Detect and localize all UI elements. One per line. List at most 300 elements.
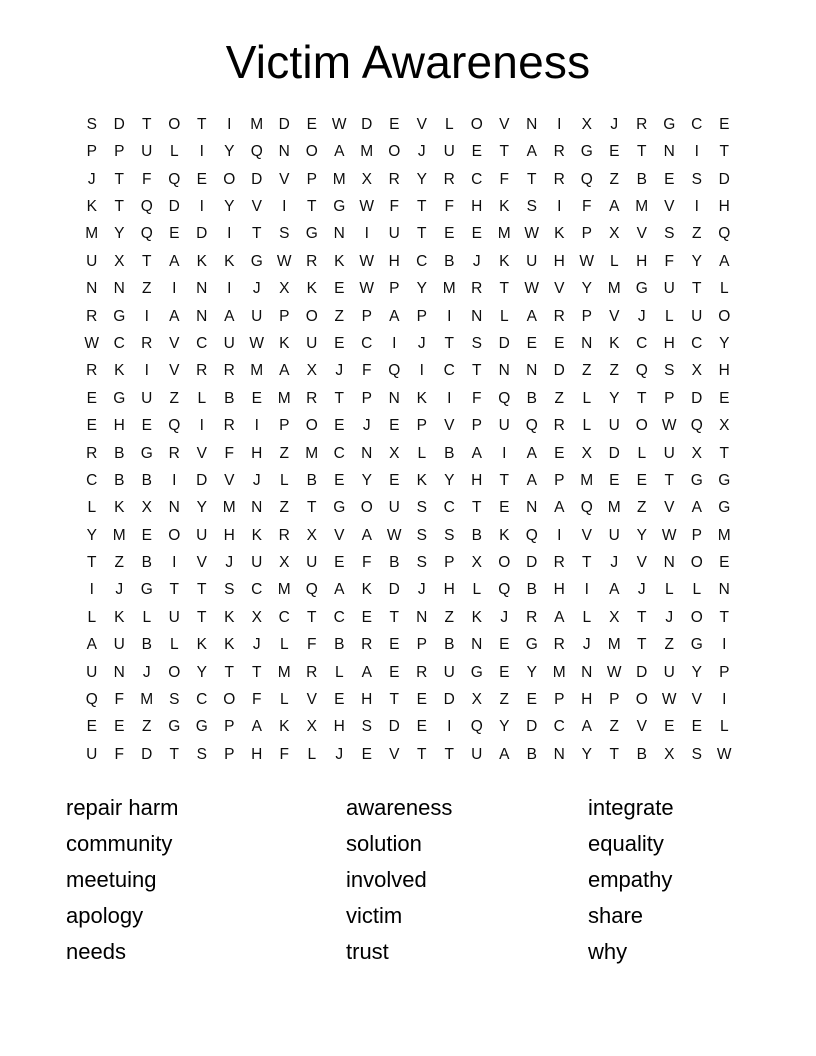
grid-cell[interactable]: E [389,115,400,133]
grid-cell[interactable]: K [334,252,345,270]
grid-cell[interactable]: E [526,691,537,709]
grid-cell[interactable]: Q [525,526,538,544]
grid-cell[interactable]: R [361,636,373,654]
grid-cell[interactable]: H [443,581,455,599]
word-list-item[interactable]: empathy [588,867,673,893]
grid-cell[interactable]: J [665,608,674,626]
grid-cell[interactable]: J [252,471,261,489]
grid-cell[interactable]: T [87,554,97,572]
grid-cell[interactable]: U [113,636,125,654]
grid-cell[interactable]: M [250,362,264,380]
grid-cell[interactable]: F [362,554,372,572]
grid-cell[interactable]: A [86,636,97,654]
grid-cell[interactable]: U [306,554,318,572]
grid-cell[interactable]: R [553,143,565,161]
grid-cell[interactable]: F [114,691,124,709]
grid-cell[interactable]: T [417,225,427,243]
grid-cell[interactable]: U [526,252,538,270]
grid-cell[interactable]: E [334,554,345,572]
grid-cell[interactable]: T [637,143,647,161]
grid-cell[interactable]: V [636,718,647,736]
grid-cell[interactable]: H [718,362,730,380]
grid-cell[interactable]: I [694,198,699,215]
grid-cell[interactable]: T [719,444,729,462]
grid-cell[interactable]: F [142,170,152,188]
grid-cell[interactable]: L [279,691,289,709]
grid-cell[interactable]: I [364,225,369,243]
grid-cell[interactable]: A [499,745,510,763]
grid-cell[interactable]: B [444,636,455,654]
grid-cell[interactable]: H [471,471,483,489]
grid-cell[interactable]: P [581,225,592,243]
grid-cell[interactable]: E [636,471,647,489]
grid-cell[interactable]: Y [526,663,537,681]
grid-cell[interactable]: G [113,307,126,325]
grid-cell[interactable]: C [443,362,455,380]
grid-cell[interactable]: D [113,115,125,133]
grid-cell[interactable]: E [499,499,510,517]
grid-cell[interactable]: P [554,691,565,709]
grid-cell[interactable]: L [582,389,592,407]
grid-cell[interactable]: C [443,499,455,517]
grid-cell[interactable]: W [331,115,347,133]
word-list-item[interactable]: involved [346,867,427,893]
grid-cell[interactable]: F [664,252,674,270]
grid-cell[interactable]: R [526,608,538,626]
grid-cell[interactable]: X [609,608,620,626]
grid-cell[interactable]: S [416,554,427,572]
grid-cell[interactable]: A [526,307,537,325]
grid-cell[interactable]: H [663,334,675,352]
grid-cell[interactable]: E [416,718,427,736]
grid-cell[interactable]: R [86,307,98,325]
grid-cell[interactable]: T [692,280,702,298]
grid-cell[interactable]: K [416,471,427,489]
grid-cell[interactable]: L [417,444,427,462]
grid-cell[interactable]: T [444,334,454,352]
grid-cell[interactable]: D [168,198,180,215]
grid-cell[interactable]: N [663,143,675,161]
grid-cell[interactable]: U [86,663,98,681]
grid-cell[interactable]: N [471,636,483,654]
grid-cell[interactable]: V [691,691,702,709]
grid-cell[interactable]: O [388,143,401,161]
grid-cell[interactable]: J [115,581,124,599]
grid-cell[interactable]: R [553,554,565,572]
grid-cell[interactable]: U [141,389,153,407]
grid-cell[interactable]: C [471,170,483,188]
grid-cell[interactable]: V [609,307,620,325]
word-list-item[interactable]: why [588,939,628,965]
grid-cell[interactable]: L [279,471,289,489]
word-list-item[interactable]: integrate [588,795,674,821]
grid-cell[interactable]: W [524,225,540,243]
grid-cell[interactable]: B [114,471,125,489]
grid-cell[interactable]: F [472,389,482,407]
grid-cell[interactable]: R [553,417,565,435]
grid-cell[interactable]: P [361,389,372,407]
grid-cell[interactable]: R [223,417,235,435]
grid-cell[interactable]: I [227,225,232,243]
grid-cell[interactable]: A [471,444,482,462]
grid-cell[interactable]: B [526,745,537,763]
grid-cell[interactable]: W [84,334,100,352]
grid-cell[interactable]: Y [444,471,455,489]
grid-cell[interactable]: A [691,499,702,517]
grid-cell[interactable]: B [334,636,345,654]
grid-cell[interactable]: J [225,554,234,572]
grid-cell[interactable]: P [389,280,400,298]
word-list-item[interactable]: trust [346,939,389,965]
grid-cell[interactable]: X [251,608,262,626]
grid-cell[interactable]: S [526,198,537,215]
grid-cell[interactable]: T [527,170,537,188]
grid-cell[interactable]: J [637,581,646,599]
grid-cell[interactable]: J [472,252,481,270]
grid-cell[interactable]: M [250,115,264,133]
grid-cell[interactable]: J [582,636,591,654]
grid-cell[interactable]: J [417,581,426,599]
grid-cell[interactable]: I [199,198,204,215]
grid-cell[interactable]: E [499,663,510,681]
grid-cell[interactable]: I [722,636,727,654]
grid-cell[interactable]: Y [499,718,510,736]
grid-cell[interactable]: X [609,225,620,243]
grid-cell[interactable]: R [553,636,565,654]
grid-cell[interactable]: U [443,663,455,681]
word-list-item[interactable]: victim [346,903,403,929]
grid-cell[interactable]: R [636,115,648,133]
grid-cell[interactable]: C [333,608,345,626]
grid-cell[interactable]: J [335,745,344,763]
grid-cell[interactable]: K [471,608,482,626]
grid-cell[interactable]: J [142,663,151,681]
grid-cell[interactable]: V [251,198,262,215]
grid-cell[interactable]: L [664,307,674,325]
grid-cell[interactable]: M [717,526,731,544]
grid-cell[interactable]: M [222,499,236,517]
grid-cell[interactable]: X [389,444,400,462]
grid-cell[interactable]: R [443,170,455,188]
grid-cell[interactable]: D [443,691,455,709]
grid-cell[interactable]: E [196,170,207,188]
grid-cell[interactable]: A [526,444,537,462]
grid-cell[interactable]: F [444,198,454,215]
grid-cell[interactable]: B [141,471,152,489]
grid-cell[interactable]: X [664,745,675,763]
grid-cell[interactable]: N [526,499,538,517]
grid-cell[interactable]: Y [581,280,592,298]
word-list-item[interactable]: needs [66,939,126,965]
grid-cell[interactable]: W [606,663,622,681]
grid-cell[interactable]: V [664,499,675,517]
grid-cell[interactable]: T [142,252,152,270]
grid-cell[interactable]: N [471,307,483,325]
grid-cell[interactable]: X [581,444,592,462]
grid-cell[interactable]: Z [334,307,344,325]
grid-cell[interactable]: R [471,280,483,298]
grid-cell[interactable]: V [169,334,180,352]
grid-cell[interactable]: O [305,143,318,161]
grid-cell[interactable]: A [169,252,180,270]
grid-cell[interactable]: Q [388,362,401,380]
grid-cell[interactable]: M [635,198,649,215]
grid-cell[interactable]: X [581,115,592,133]
grid-cell[interactable]: N [333,225,345,243]
grid-cell[interactable]: H [388,252,400,270]
grid-cell[interactable]: Q [140,225,153,243]
grid-cell[interactable]: M [140,691,154,709]
grid-cell[interactable]: Z [114,554,124,572]
grid-cell[interactable]: P [416,307,427,325]
grid-cell[interactable]: Y [196,663,207,681]
grid-cell[interactable]: I [199,417,204,435]
grid-cell[interactable]: N [718,581,730,599]
grid-cell[interactable]: E [334,280,345,298]
grid-cell[interactable]: E [141,417,152,435]
grid-cell[interactable]: O [168,526,181,544]
grid-cell[interactable]: Y [224,143,235,161]
grid-cell[interactable]: P [279,307,290,325]
grid-cell[interactable]: T [224,663,234,681]
grid-cell[interactable]: X [471,691,482,709]
grid-cell[interactable]: G [168,718,181,736]
grid-cell[interactable]: V [636,554,647,572]
grid-cell[interactable]: E [719,389,730,407]
grid-cell[interactable]: P [416,417,427,435]
grid-cell[interactable]: Z [444,608,454,626]
grid-cell[interactable]: B [114,444,125,462]
grid-cell[interactable]: R [86,362,98,380]
grid-cell[interactable]: A [554,608,565,626]
grid-cell[interactable]: G [140,581,153,599]
grid-cell[interactable]: W [249,334,265,352]
grid-cell[interactable]: N [553,745,565,763]
grid-cell[interactable]: E [691,718,702,736]
grid-cell[interactable]: N [416,608,428,626]
grid-cell[interactable]: A [554,499,565,517]
grid-cell[interactable]: K [224,252,235,270]
grid-cell[interactable]: V [554,280,565,298]
grid-cell[interactable]: S [279,225,290,243]
grid-cell[interactable]: T [444,745,454,763]
grid-cell[interactable]: D [278,115,290,133]
grid-cell[interactable]: I [447,307,452,325]
grid-cell[interactable]: E [114,718,125,736]
grid-cell[interactable]: P [719,663,730,681]
word-list-item[interactable]: share [588,903,644,929]
grid-cell[interactable]: R [553,307,565,325]
grid-cell[interactable]: R [86,444,98,462]
grid-cell[interactable]: J [252,280,261,298]
grid-cell[interactable]: G [525,636,538,654]
grid-cell[interactable]: A [334,143,345,161]
grid-cell[interactable]: N [251,499,263,517]
grid-cell[interactable]: E [664,718,675,736]
grid-cell[interactable]: O [690,608,703,626]
grid-cell[interactable]: W [359,198,375,215]
grid-cell[interactable]: E [609,143,620,161]
grid-cell[interactable]: P [114,143,125,161]
grid-cell[interactable]: M [85,225,99,243]
grid-cell[interactable]: C [636,334,648,352]
grid-cell[interactable]: I [227,280,232,298]
grid-cell[interactable]: Z [664,636,674,654]
grid-cell[interactable]: B [636,170,647,188]
grid-cell[interactable]: U [141,143,153,161]
grid-cell[interactable]: M [277,581,291,599]
grid-cell[interactable]: E [471,225,482,243]
grid-cell[interactable]: N [581,334,593,352]
grid-cell[interactable]: G [718,471,731,489]
grid-cell[interactable]: E [499,636,510,654]
grid-cell[interactable]: L [664,581,674,599]
grid-cell[interactable]: T [114,170,124,188]
grid-cell[interactable]: O [718,307,731,325]
grid-cell[interactable]: V [444,417,455,435]
grid-cell[interactable]: U [471,745,483,763]
grid-cell[interactable]: V [664,198,675,215]
grid-cell[interactable]: Q [498,389,511,407]
grid-cell[interactable]: M [552,663,566,681]
grid-cell[interactable]: U [443,143,455,161]
grid-cell[interactable]: L [719,718,729,736]
grid-cell[interactable]: I [447,389,452,407]
grid-cell[interactable]: K [279,334,290,352]
grid-cell[interactable]: O [360,499,373,517]
grid-cell[interactable]: T [197,608,207,626]
grid-cell[interactable]: L [582,417,592,435]
grid-cell[interactable]: A [224,307,235,325]
grid-cell[interactable]: Q [140,198,153,215]
grid-cell[interactable]: Q [718,225,731,243]
grid-cell[interactable]: T [389,691,399,709]
grid-cell[interactable]: I [557,115,562,133]
grid-cell[interactable]: K [499,252,510,270]
grid-cell[interactable]: U [608,526,620,544]
grid-cell[interactable]: N [278,143,290,161]
grid-cell[interactable]: G [333,198,346,215]
grid-cell[interactable]: H [361,691,373,709]
grid-cell[interactable]: P [361,307,372,325]
grid-cell[interactable]: I [557,198,562,215]
grid-cell[interactable]: T [307,608,317,626]
grid-cell[interactable]: T [307,198,317,215]
grid-cell[interactable]: P [444,554,455,572]
grid-cell[interactable]: W [359,280,375,298]
grid-cell[interactable]: T [114,198,124,215]
grid-cell[interactable]: Q [580,499,593,517]
grid-cell[interactable]: J [87,170,96,188]
grid-cell[interactable]: T [417,198,427,215]
grid-cell[interactable]: Y [691,663,702,681]
grid-cell[interactable]: L [334,663,344,681]
grid-cell[interactable]: V [389,745,400,763]
grid-cell[interactable]: G [305,225,318,243]
grid-cell[interactable]: W [716,745,732,763]
grid-cell[interactable]: S [416,526,427,544]
grid-cell[interactable]: U [306,334,318,352]
grid-cell[interactable]: M [497,225,511,243]
grid-cell[interactable]: O [690,554,703,572]
grid-cell[interactable]: E [664,170,675,188]
grid-cell[interactable]: W [359,252,375,270]
grid-cell[interactable]: H [553,252,565,270]
grid-cell[interactable]: O [223,170,236,188]
grid-cell[interactable]: D [196,471,208,489]
grid-cell[interactable]: E [554,444,565,462]
grid-cell[interactable]: Q [580,170,593,188]
grid-cell[interactable]: H [581,691,593,709]
grid-cell[interactable]: N [581,663,593,681]
grid-cell[interactable]: N [168,499,180,517]
grid-cell[interactable]: S [664,362,675,380]
grid-cell[interactable]: H [333,718,345,736]
grid-cell[interactable]: E [334,417,345,435]
grid-cell[interactable]: R [141,334,153,352]
grid-cell[interactable]: P [86,143,97,161]
grid-cell[interactable]: B [471,526,482,544]
grid-cell[interactable]: D [251,170,263,188]
grid-cell[interactable]: W [661,691,677,709]
grid-cell[interactable]: N [388,389,400,407]
grid-cell[interactable]: D [636,663,648,681]
grid-cell[interactable]: N [361,444,373,462]
grid-cell[interactable]: J [637,307,646,325]
grid-cell[interactable]: V [196,554,207,572]
grid-cell[interactable]: P [416,636,427,654]
grid-cell[interactable]: Q [498,581,511,599]
grid-cell[interactable]: O [470,115,483,133]
grid-cell[interactable]: R [278,526,290,544]
grid-cell[interactable]: F [499,170,509,188]
word-list-item[interactable]: awareness [346,795,453,821]
grid-cell[interactable]: E [169,225,180,243]
grid-cell[interactable]: A [279,362,290,380]
grid-cell[interactable]: T [252,225,262,243]
grid-cell[interactable]: L [609,252,619,270]
grid-cell[interactable]: J [335,362,344,380]
grid-cell[interactable]: Y [691,252,702,270]
grid-cell[interactable]: A [361,663,372,681]
grid-cell[interactable]: Q [305,581,318,599]
word-list-item[interactable]: repair harm [66,795,179,821]
grid-cell[interactable]: G [250,252,263,270]
grid-cell[interactable]: R [416,663,428,681]
grid-cell[interactable]: V [416,115,427,133]
grid-cell[interactable]: M [305,444,319,462]
grid-cell[interactable]: L [169,636,179,654]
grid-cell[interactable]: O [635,691,648,709]
grid-cell[interactable]: K [554,225,565,243]
grid-cell[interactable]: V [499,115,510,133]
grid-cell[interactable]: M [277,389,291,407]
grid-cell[interactable]: O [305,417,318,435]
grid-cell[interactable]: P [279,417,290,435]
grid-cell[interactable]: L [637,444,647,462]
grid-cell[interactable]: A [526,143,537,161]
grid-cell[interactable]: V [169,362,180,380]
grid-cell[interactable]: B [141,554,152,572]
grid-cell[interactable]: Z [609,362,619,380]
grid-cell[interactable]: K [224,636,235,654]
grid-cell[interactable]: U [388,225,400,243]
grid-cell[interactable]: S [691,170,702,188]
grid-cell[interactable]: T [719,143,729,161]
grid-cell[interactable]: A [251,718,262,736]
grid-cell[interactable]: S [169,691,180,709]
grid-cell[interactable]: D [388,718,400,736]
